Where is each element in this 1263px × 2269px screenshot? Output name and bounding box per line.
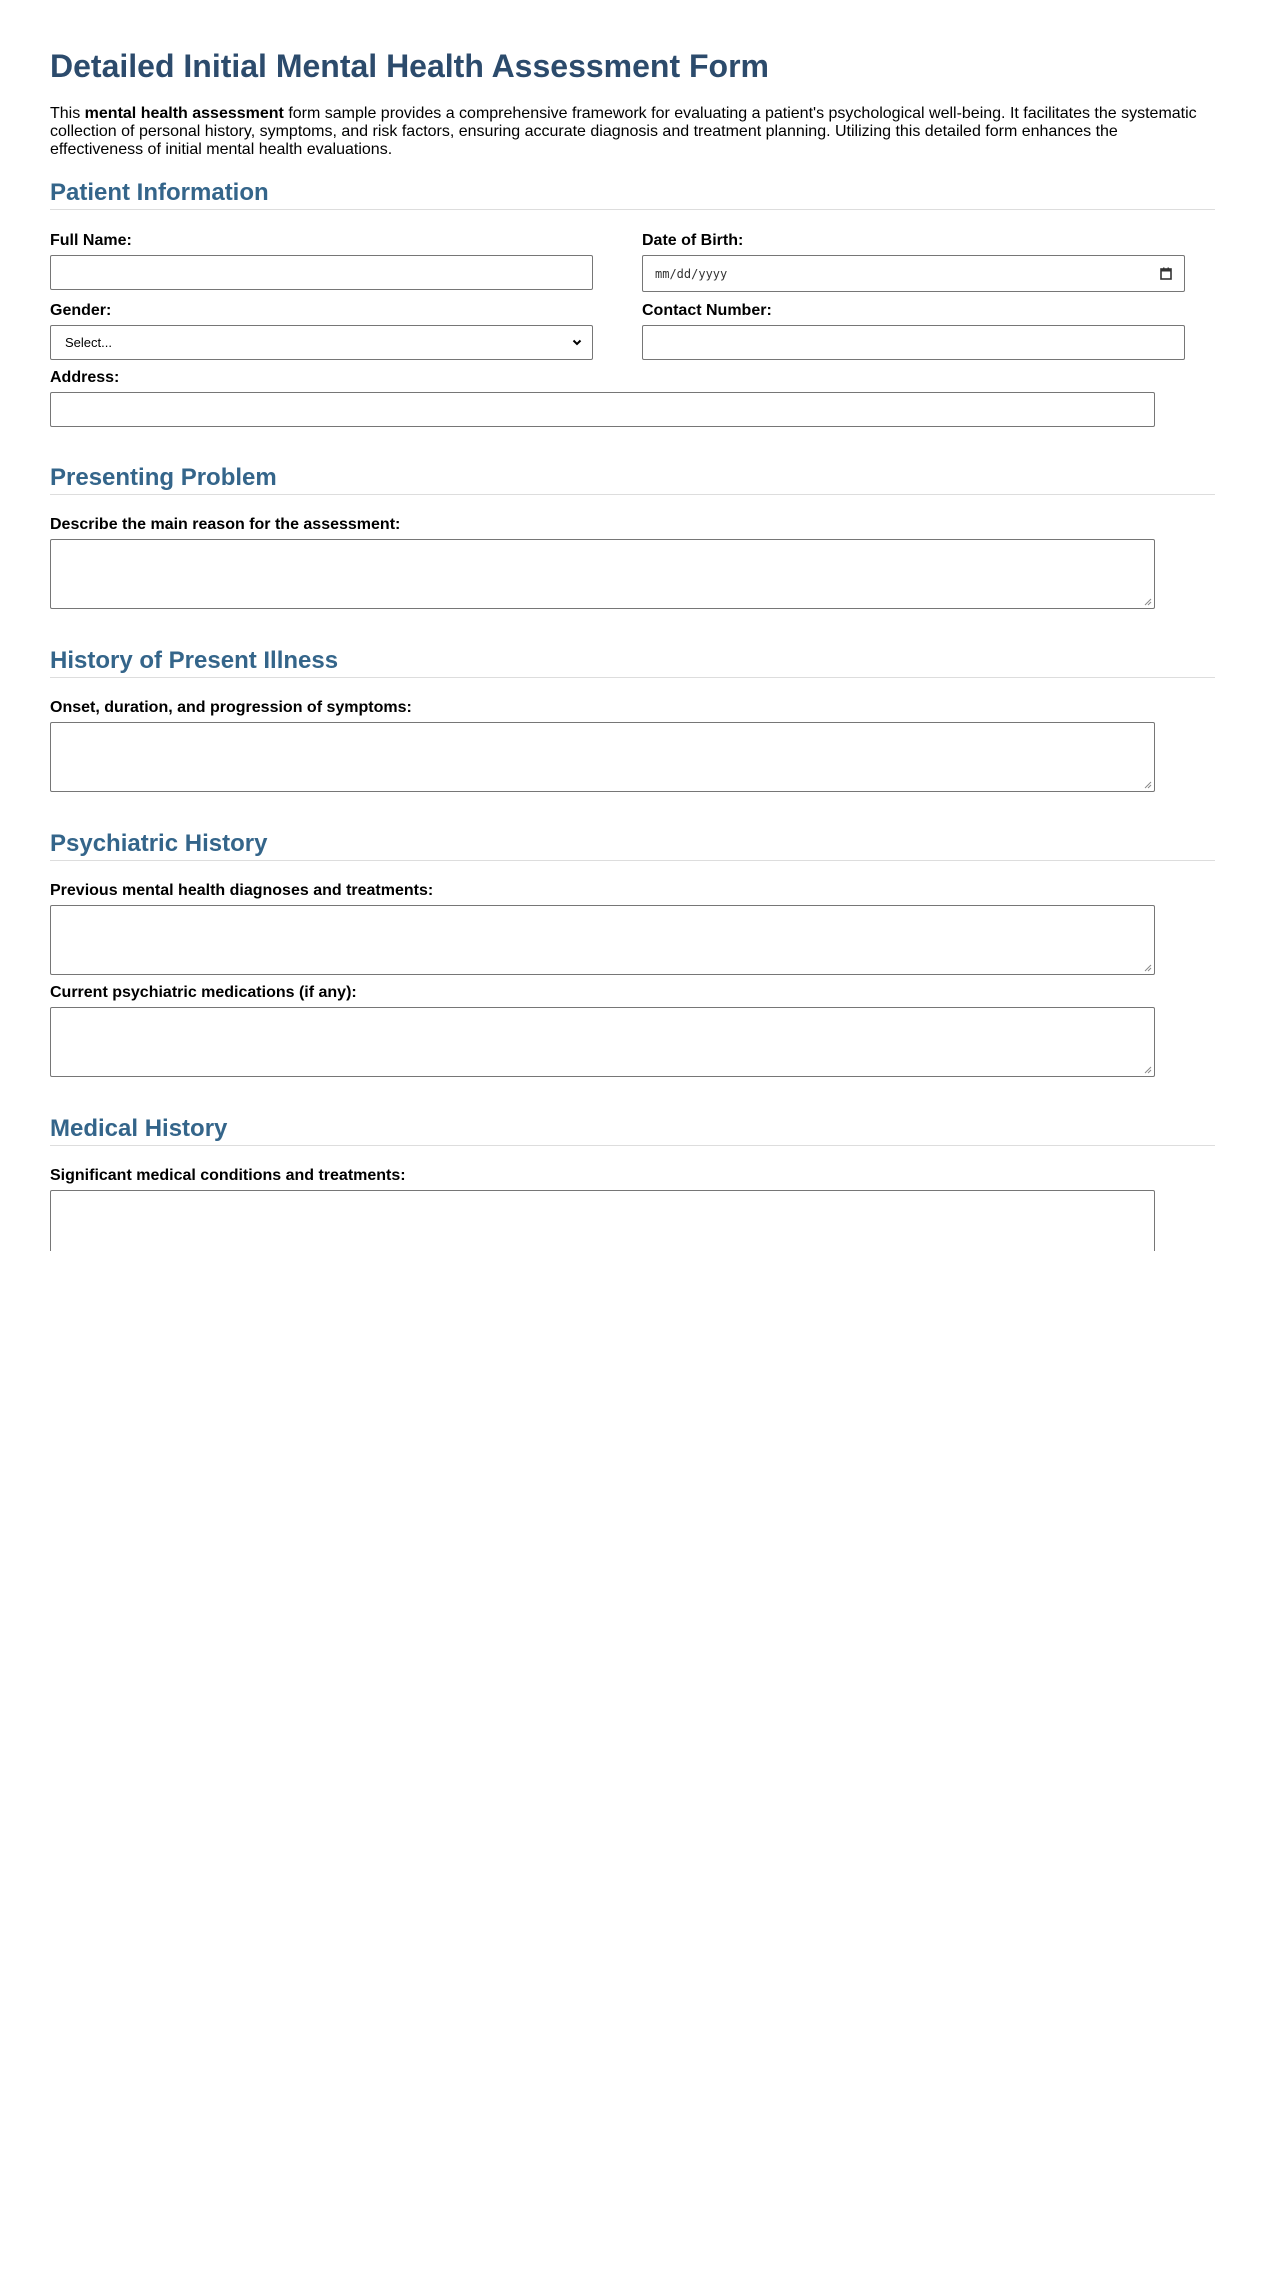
- onset-textarea[interactable]: [50, 722, 1155, 792]
- date-of-birth-label: Date of Birth:: [642, 232, 744, 249]
- main-reason-textarea[interactable]: [50, 539, 1155, 609]
- date-of-birth-input[interactable]: [642, 255, 1185, 292]
- gender-select[interactable]: [50, 325, 593, 360]
- gender-select-value: Select...: [65, 335, 112, 350]
- section-heading-presenting-problem: Presenting Problem: [50, 463, 1215, 495]
- section-history-present-illness: [50, 646, 1215, 796]
- intro-paragraph: [50, 105, 1215, 159]
- chevron-down-icon: [572, 339, 582, 346]
- address-label: Address:: [50, 369, 120, 386]
- resize-handle-icon[interactable]: [1144, 781, 1152, 789]
- calendar-icon[interactable]: [1160, 267, 1172, 280]
- resize-handle-icon[interactable]: [1144, 1066, 1152, 1074]
- current-medications-textarea[interactable]: [50, 1007, 1155, 1077]
- full-name-input[interactable]: [50, 255, 593, 290]
- page-title: Detailed Initial Mental Health Assessment Form: [50, 48, 769, 84]
- current-medications-label: Current psychiatric medications (if any):: [50, 984, 357, 1001]
- medical-conditions-textarea[interactable]: [50, 1190, 1155, 1251]
- previous-diagnoses-label: Previous mental health diagnoses and treatments:: [50, 882, 434, 899]
- resize-handle-icon[interactable]: [1144, 598, 1152, 606]
- intro-bold-keyword: mental health assessment: [84, 105, 284, 122]
- section-medical-history: [50, 1114, 1215, 1251]
- gender-label: Gender:: [50, 302, 112, 319]
- section-patient-information: [50, 178, 1215, 438]
- section-psychiatric-history: [50, 829, 1215, 1079]
- previous-diagnoses-textarea[interactable]: [50, 905, 1155, 975]
- section-heading-medical-history: Medical History: [50, 1114, 1215, 1146]
- contact-number-input[interactable]: [642, 325, 1185, 360]
- medical-conditions-label: Significant medical conditions and treatments:: [50, 1167, 406, 1184]
- section-heading-psychiatric-history: Psychiatric History: [50, 829, 1215, 861]
- section-heading-patient-information: Patient Information: [50, 178, 1215, 210]
- full-name-label: Full Name:: [50, 232, 132, 249]
- onset-label: Onset, duration, and progression of symptoms:: [50, 699, 412, 716]
- address-input[interactable]: [50, 392, 1155, 427]
- intro-prefix: This: [50, 105, 85, 122]
- date-placeholder: mm/dd/yyyy: [655, 266, 728, 281]
- section-presenting-problem: [50, 463, 1215, 613]
- contact-number-label: Contact Number:: [642, 302, 772, 319]
- main-reason-label: Describe the main reason for the assessment:: [50, 516, 401, 533]
- intro-suffix: form sample provides a comprehensive framework for evaluating a patient's psychological well-being. It facilitates the systematic collection of personal history, symptoms, and risk factors, ensuring accurate diagnosis and treatment planning. Utilizing this detailed form enhances the effectiveness of initial mental health evaluations.: [50, 105, 1197, 158]
- resize-handle-icon[interactable]: [1144, 964, 1152, 972]
- section-heading-history-present-illness: History of Present Illness: [50, 646, 1215, 678]
